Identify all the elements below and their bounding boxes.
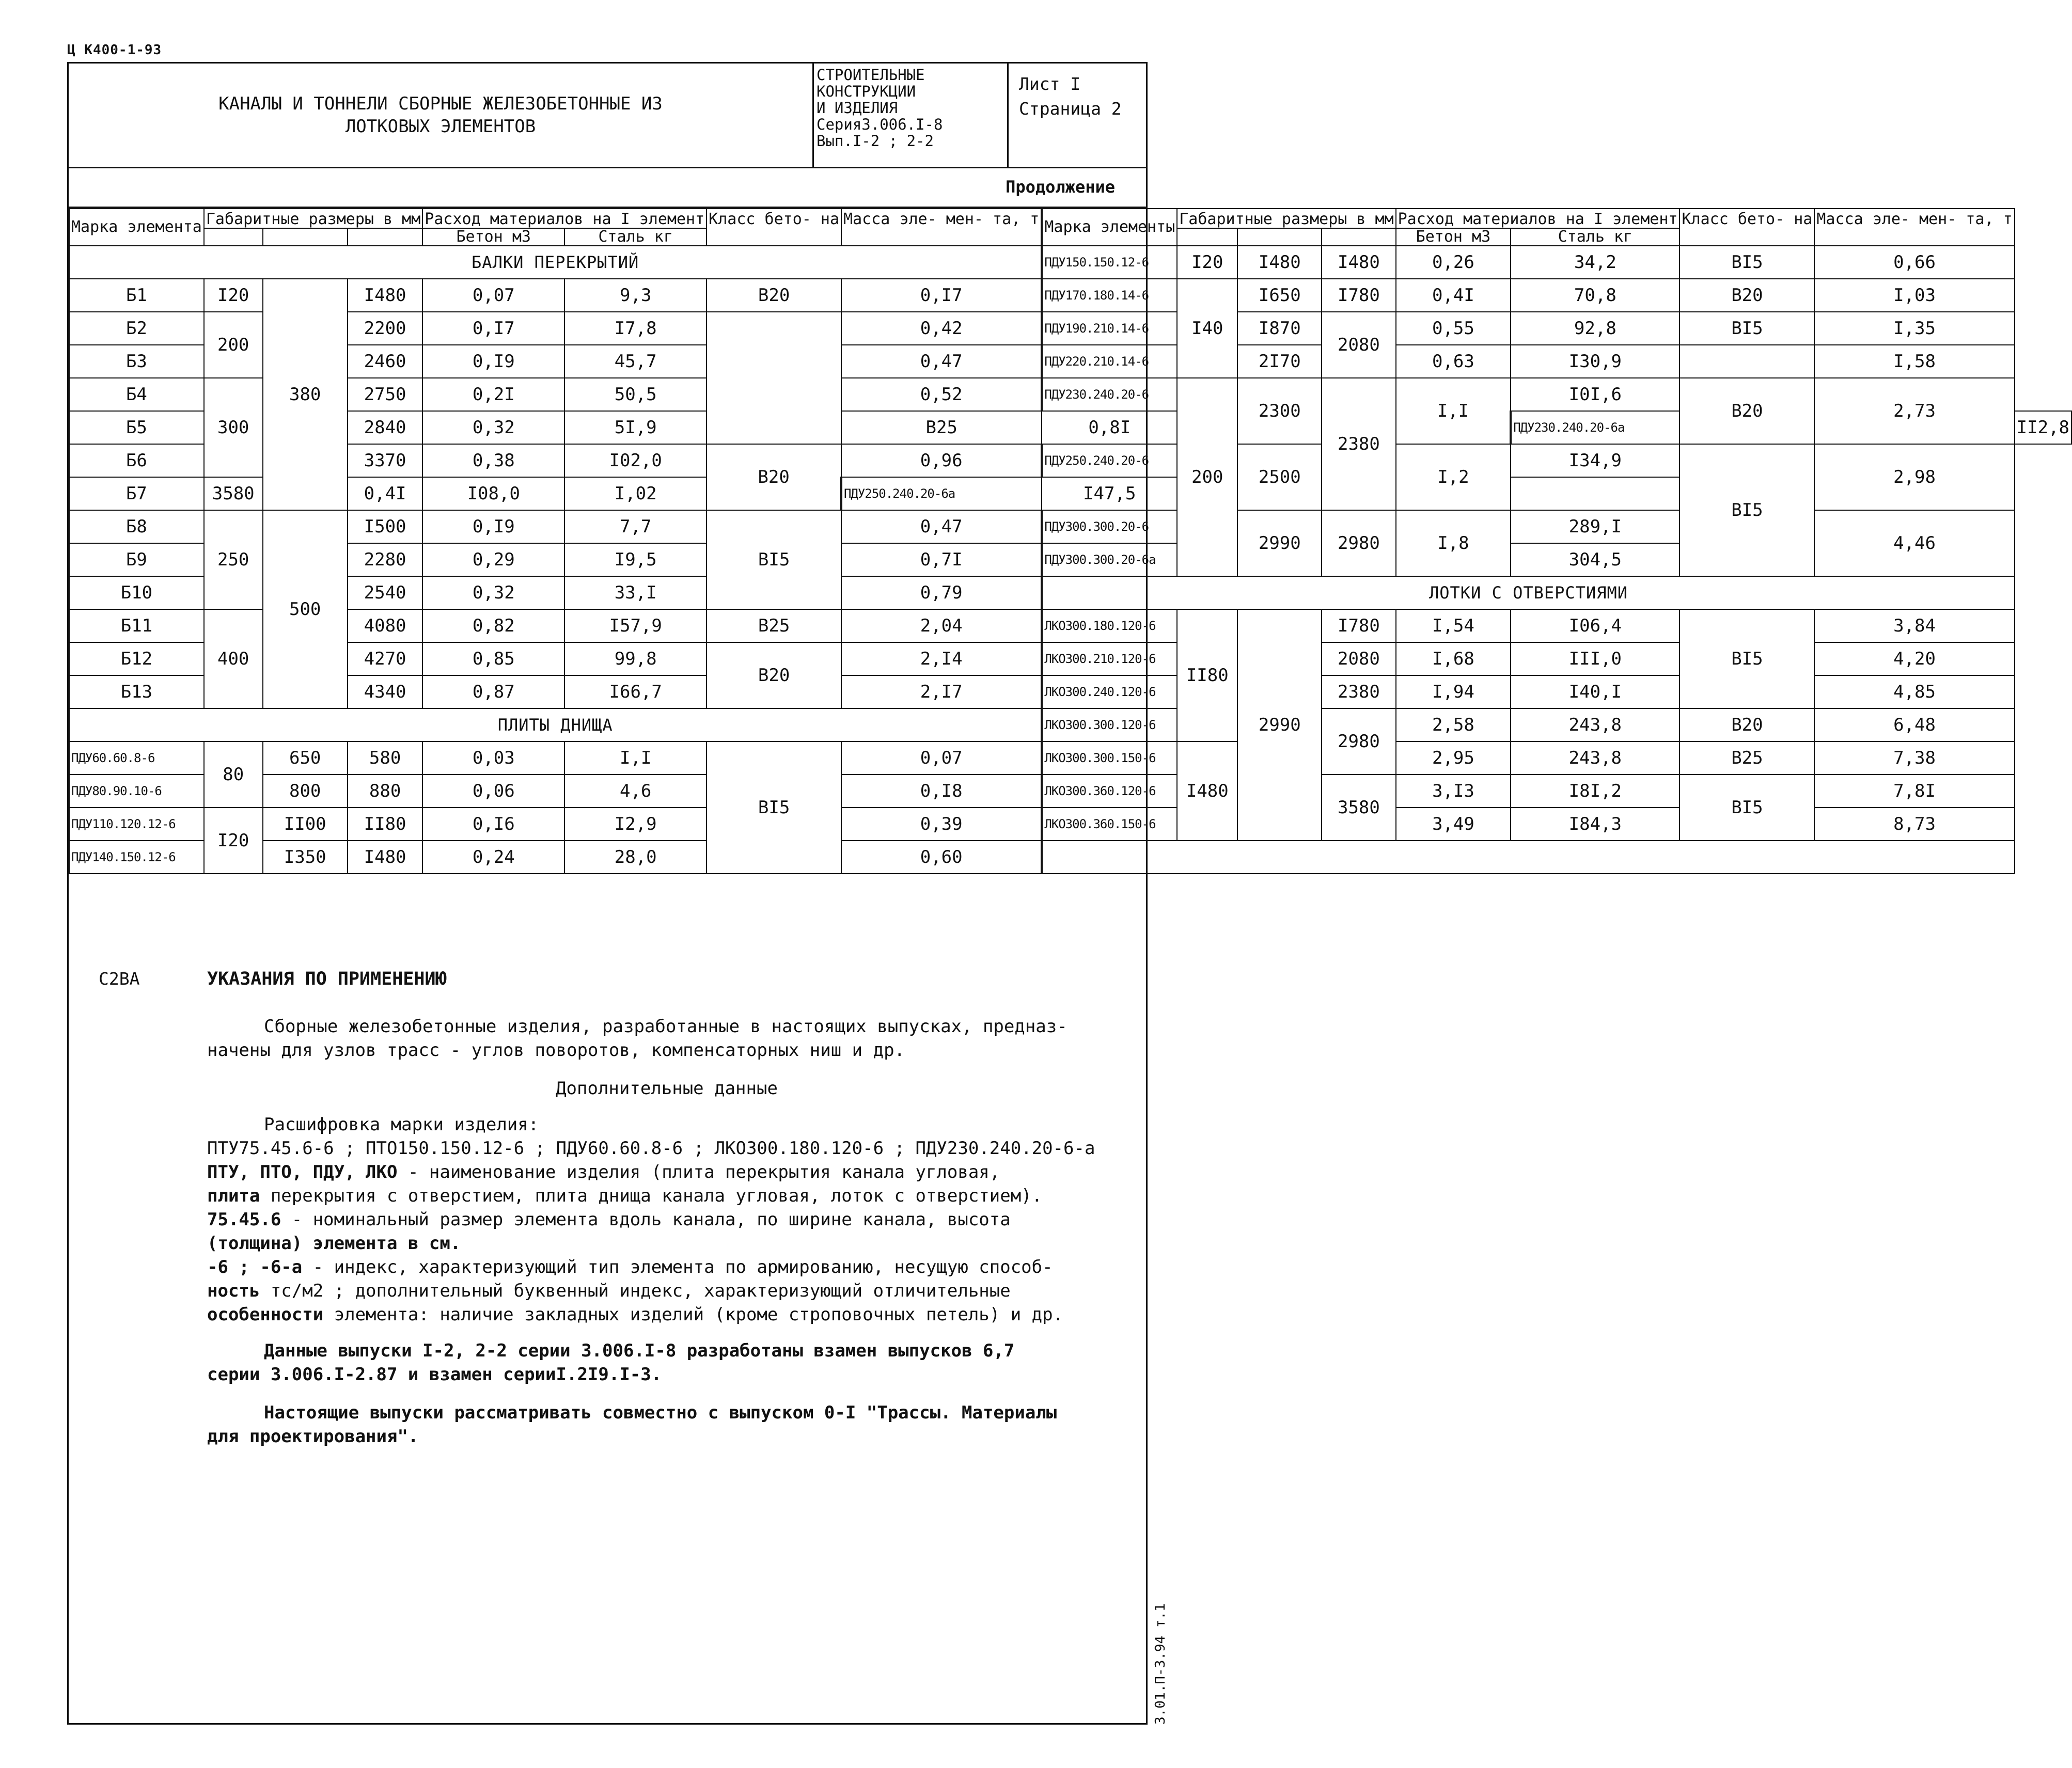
table-cell: 2990 [1237, 510, 1322, 576]
table-cell: 2380 [1322, 378, 1395, 510]
table-cell: 2080 [1322, 642, 1395, 675]
table-cell: В25 [1679, 741, 1814, 775]
issue-number: Вып.I-2 ; 2-2 [817, 132, 934, 150]
table-cell: 0,4I [348, 477, 422, 510]
table-cell: ПДУ230.240.20-6 [1042, 378, 1177, 411]
table-cell: 4,85 [1814, 675, 2014, 708]
table-cell: I780 [1322, 609, 1395, 642]
table-cell: 0,4I [1396, 279, 1511, 312]
table-cell: I9,5 [564, 543, 707, 576]
table-cell: I66,7 [564, 675, 707, 708]
joint-use-note [207, 1401, 1126, 1448]
column-header: Габаритные размеры в мм [204, 209, 422, 228]
table-cell: Б1 [69, 279, 204, 312]
table-cell: ВI5 [1679, 444, 1814, 576]
text-line: (толщина) элемента в см. [207, 1233, 461, 1254]
table-cell [707, 312, 841, 444]
table-cell: Б4 [69, 378, 204, 411]
column-header: Расход материалов на I элемент [422, 209, 707, 228]
table-cell: I,I [1396, 378, 1511, 444]
table-cell: В20 [707, 444, 841, 510]
table-row [69, 246, 2071, 279]
table-cell: 4080 [348, 609, 422, 642]
table-cell: 2,I7 [841, 675, 1042, 708]
table-cell: 650 [263, 741, 348, 775]
table-cell: 0,79 [841, 576, 1042, 609]
table-row [69, 841, 2071, 874]
table-cell: 2460 [348, 345, 422, 378]
table-cell: 7,38 [1814, 741, 2014, 775]
bold-term: ПТУ, ПТО, ПДУ, ЛКО [207, 1162, 398, 1182]
table-cell: II80 [1177, 609, 1237, 741]
table-cell: I480 [348, 841, 422, 874]
table-cell: 2980 [1322, 510, 1395, 576]
table-cell: 0,32 [422, 576, 564, 609]
table-cell: 2280 [348, 543, 422, 576]
table-row [69, 378, 2071, 411]
term-description: тс/м2 ; дополнительный буквенный индекс, характеризующий отличительные [260, 1281, 1011, 1301]
table-cell: 2,95 [1396, 741, 1511, 775]
table-cell: 28,0 [564, 841, 707, 874]
table-cell: 7,7 [564, 510, 707, 543]
table-cell: I,8 [1396, 510, 1511, 576]
text-line: начены для узлов трасс - углов поворотов, компенсаторных ниш и др. [207, 1040, 905, 1061]
table-cell: 80 [204, 741, 263, 808]
table-cell: 0,66 [1814, 246, 2014, 279]
table-cell: 0,39 [841, 808, 1042, 841]
term-description: - номинальный размер элемента вдоль канала, по ширине канала, высота [281, 1209, 1011, 1230]
text-line [207, 1160, 1126, 1184]
table-cell: 2I70 [1237, 345, 1322, 378]
table-cell: ЛКО300.300.150-6 [1042, 741, 1177, 775]
table-cell: 5I,9 [564, 411, 707, 444]
table-cell: 0,I8 [841, 775, 1042, 808]
column-header: Класс бето- на [1679, 209, 1814, 246]
section-title: ЛОТКИ С ОТВЕРСТИЯМИ [1042, 576, 2014, 609]
text-line [207, 1184, 1126, 1208]
term-description: перекрытия с отверстием, плита днища канала угловая, лоток с отверстием). [260, 1186, 1043, 1206]
table-cell: ПДУ220.210.14-6 [1042, 345, 1177, 378]
table-row [69, 609, 2071, 642]
section-code: С2ВА [99, 969, 140, 989]
table-cell: 0,42 [841, 312, 1042, 345]
table-cell: 2,73 [1814, 378, 2014, 444]
section-title: БАЛКИ ПЕРЕКРЫТИЙ [69, 246, 1042, 279]
table-cell: I7,8 [564, 312, 707, 345]
table-cell: I,2 [1396, 444, 1511, 510]
table-cell: 250 [204, 510, 263, 609]
table-cell: 289,I [1511, 510, 1679, 543]
table-cell: 33,I [564, 576, 707, 609]
table-cell: II80 [348, 808, 422, 841]
text-line [207, 1208, 1126, 1232]
table-cell: I06,4 [1511, 609, 1679, 642]
column-header: Бетон м3 [422, 228, 564, 246]
series-number: Серия3.006.I-8 [817, 116, 943, 133]
table-cell: 500 [263, 510, 348, 708]
table-cell: 0,7I [841, 543, 1042, 576]
sheet-info [1009, 64, 1146, 167]
table-cell [1679, 345, 1814, 378]
table-cell: I08,0 [422, 477, 564, 510]
table-cell: 2990 [1237, 609, 1322, 841]
column-header [348, 228, 422, 246]
text-line [207, 1255, 1126, 1279]
archive-stamp: 3.01.П-3.94 т.1 [1153, 1603, 1168, 1725]
table-cell: 2,I4 [841, 642, 1042, 675]
table-cell: 3,I3 [1396, 775, 1511, 808]
document-title [69, 64, 814, 167]
bold-term: 75.45.6 [207, 1209, 281, 1230]
table-cell: 0,55 [1396, 312, 1511, 345]
text-line [207, 1303, 1126, 1327]
column-header [263, 228, 348, 246]
table-cell: 2300 [1237, 378, 1322, 444]
table-cell: ЛКО300.300.120-6 [1042, 708, 1177, 741]
table-cell: I870 [1237, 312, 1322, 345]
table-cell: 0,32 [422, 411, 564, 444]
text-line: Данные выпуски I-2, 2-2 серии 3.006.I-8 разработаны взамен выпусков 6,7 [264, 1340, 1015, 1361]
series-line: КОНСТРУКЦИИ [817, 83, 916, 100]
table-cell: 8,73 [1814, 808, 2014, 841]
replacement-note [207, 1339, 1126, 1386]
table-cell: Б10 [69, 576, 204, 609]
column-header: Класс бето- на [707, 209, 841, 246]
term-description: - наименование изделия (плита перекрытия канала угловая, [397, 1162, 1000, 1182]
table-cell: 0,07 [841, 741, 1042, 775]
column-header: Сталь кг [564, 228, 707, 246]
table-cell: ПДУ300.300.20-6а [1042, 543, 1177, 576]
table-cell: 0,87 [422, 675, 564, 708]
table-cell: 0,47 [841, 345, 1042, 378]
table-cell: 0,29 [422, 543, 564, 576]
table-cell: В25 [707, 609, 841, 642]
table-row [69, 312, 2071, 345]
table-cell: 3,49 [1396, 808, 1511, 841]
table-cell: I650 [1237, 279, 1322, 312]
additional-data-heading: Дополнительные данные [556, 1078, 778, 1099]
table-cell: II00 [263, 808, 348, 841]
title-block [69, 64, 1146, 168]
table-cell: 580 [348, 741, 422, 775]
table-cell: 0,I7 [422, 312, 564, 345]
table-cell: Б3 [69, 345, 204, 378]
table-cell: III,0 [1511, 642, 1679, 675]
table-cell: 2500 [1237, 444, 1322, 510]
table-cell: 2,04 [841, 609, 1042, 642]
table-cell: ЛКО300.360.150-6 [1042, 808, 1177, 841]
notes-heading: УКАЗАНИЯ ПО ПРИМЕНЕНИЮ [207, 969, 447, 989]
table-cell: 4,20 [1814, 642, 2014, 675]
table-cell: 70,8 [1511, 279, 1679, 312]
table-cell: 2840 [348, 411, 422, 444]
page-number: Страница 2 [1019, 99, 1122, 119]
table-cell: I480 [348, 279, 422, 312]
table-cell: Б2 [69, 312, 204, 345]
table-cell: ПДУ190.210.14-6 [1042, 312, 1177, 345]
table-cell: В20 [707, 279, 841, 312]
table-cell: Б12 [69, 642, 204, 675]
table-cell: 2080 [1322, 312, 1395, 378]
table-cell: 3580 [1322, 775, 1395, 841]
table-cell: ВI5 [707, 510, 841, 609]
table-cell: ВI5 [1679, 775, 1814, 841]
table-cell: I40 [1177, 279, 1237, 378]
table-header-row [69, 209, 2071, 228]
table-cell: Б6 [69, 444, 204, 477]
table-cell: I34,9 [1511, 444, 1679, 477]
table-cell: 243,8 [1511, 741, 1679, 775]
table-cell: I0I,6 [1511, 378, 1679, 411]
table-cell: 0,03 [422, 741, 564, 775]
series-block [812, 64, 1009, 167]
table-cell: I84,3 [1511, 808, 1679, 841]
column-header: Бетон м3 [1396, 228, 1511, 246]
table-cell: 34,2 [1511, 246, 1679, 279]
series-line: И ИЗДЕЛИЯ [817, 99, 898, 117]
table-row [69, 708, 2071, 741]
purpose-paragraph [207, 1015, 1126, 1062]
table-cell: 4270 [348, 642, 422, 675]
table-cell: 0,96 [841, 444, 1042, 477]
text-line: Настоящие выпуски рассматривать совместно с выпуском 0-I "Трассы. Материалы [264, 1402, 1057, 1423]
table-cell: ЛКО300.180.120-6 [1042, 609, 1177, 642]
term-description: элемента: наличие закладных изделий (кроме строповочных петель) и др. [323, 1304, 1064, 1325]
table-row [69, 444, 2071, 477]
table-cell: ПДУ60.60.8-6 [69, 741, 204, 775]
table-row [69, 279, 2071, 312]
table-cell: 3580 [204, 477, 263, 510]
table-cell: 304,5 [1511, 543, 1679, 576]
title-line-1: КАНАЛЫ И ТОННЕЛИ СБОРНЫЕ ЖЕЛЕЗОБЕТОННЫЕ ИЗ [218, 93, 663, 114]
table-cell: I,I [564, 741, 707, 775]
table-cell: 200 [204, 312, 263, 378]
table-row [69, 576, 2071, 609]
table-cell: 3,84 [1814, 609, 2014, 642]
column-header [1322, 228, 1395, 246]
table-cell: 0,26 [1396, 246, 1511, 279]
elements-table [69, 208, 2072, 874]
table-cell: 92,8 [1511, 312, 1679, 345]
mark-decoding [207, 1113, 1126, 1327]
table-cell: ПДУ250.240.20-6а [841, 477, 1042, 510]
table-cell: 4,6 [564, 775, 707, 808]
table-cell: Б13 [69, 675, 204, 708]
table-cell: ВI5 [707, 741, 841, 874]
column-header [1177, 228, 1237, 246]
table-cell: ПДУ230.240.20-6а [1511, 411, 1679, 444]
sheet-number: Лист I [1019, 74, 1081, 94]
table-cell: 380 [263, 279, 348, 510]
term-description: - индекс, характеризующий тип элемента по армированию, несущую способ- [302, 1257, 1053, 1277]
table-cell: ПДУ170.180.14-6 [1042, 279, 1177, 312]
table-cell: ПДУ140.150.12-6 [69, 841, 204, 874]
table-cell: ЛКО300.360.120-6 [1042, 775, 1177, 808]
table-cell: ВI5 [1679, 609, 1814, 708]
table-cell: I780 [1322, 279, 1395, 312]
table-cell: В20 [1679, 378, 1814, 444]
table-cell: 9,3 [564, 279, 707, 312]
table-cell: 200 [1177, 378, 1237, 576]
bold-term: особенности [207, 1304, 324, 1325]
table-cell: I,58 [1814, 345, 2014, 378]
table-row [69, 741, 2071, 775]
table-cell: 300 [204, 378, 263, 477]
table-cell: 243,8 [1511, 708, 1679, 741]
table-cell: 7,8I [1814, 775, 2014, 808]
table-cell: 45,7 [564, 345, 707, 378]
table-cell: I8I,2 [1511, 775, 1679, 808]
table-cell: ПДУ250.240.20-6 [1042, 444, 1177, 477]
bold-term: плита [207, 1186, 260, 1206]
table-cell: Б11 [69, 609, 204, 642]
table-cell: 0,I9 [422, 510, 564, 543]
table-cell: ПДУ300.300.20-6 [1042, 510, 1177, 543]
table-cell: I500 [348, 510, 422, 543]
table-cell: 2200 [348, 312, 422, 345]
column-header [1237, 228, 1322, 246]
table-cell: ВI5 [1679, 312, 1814, 345]
table-cell: ЛКО300.240.120-6 [1042, 675, 1177, 708]
column-header: Масса эле- мен- та, т [1814, 209, 2014, 246]
title-line-2: ЛОТКОВЫХ ЭЛЕМЕНТОВ [345, 116, 536, 137]
table-cell: 2380 [1322, 675, 1395, 708]
table-cell: 0,07 [422, 279, 564, 312]
table-cell: 880 [348, 775, 422, 808]
column-header: Масса эле- мен- та, т [841, 209, 1042, 246]
column-header: Габаритные размеры в мм [1177, 209, 1395, 228]
table-cell: I,35 [1814, 312, 2014, 345]
table-cell: 0,82 [422, 609, 564, 642]
table-cell: 0,24 [422, 841, 564, 874]
table-cell: Б7 [69, 477, 204, 510]
table-cell: 50,5 [564, 378, 707, 411]
section-title: ПЛИТЫ ДНИЩА [69, 708, 1042, 741]
table-cell: I57,9 [564, 609, 707, 642]
table-cell: I,94 [1396, 675, 1511, 708]
table-cell: 2540 [348, 576, 422, 609]
table-cell: I,54 [1396, 609, 1511, 642]
text-line: для проектирования". [207, 1426, 419, 1447]
table-cell: 0,52 [841, 378, 1042, 411]
table-cell: В25 [841, 411, 1042, 444]
table-cell: 6,48 [1814, 708, 2014, 741]
table-cell: ПДУ150.150.12-6 [1042, 246, 1177, 279]
table-cell [1042, 841, 2014, 874]
series-line: СТРОИТЕЛЬНЫЕ [817, 66, 925, 84]
text-line: Сборные железобетонные изделия, разработанные в настоящих выпусках, предназ- [264, 1016, 1068, 1037]
text-line: ПТУ75.45.6-6 ; ПТО150.150.12-6 ; ПДУ60.60.8-6 ; ЛКО300.180.120-6 ; ПДУ230.240.20-6-а [207, 1138, 1095, 1159]
text-line: Расшифровка марки изделия: [264, 1114, 539, 1135]
table-cell: 0,63 [1396, 345, 1511, 378]
table-cell: I30,9 [1511, 345, 1679, 378]
table-cell: ВI5 [1679, 246, 1814, 279]
table-cell: II2,8 [2015, 411, 2071, 444]
table-cell: I480 [1237, 246, 1322, 279]
table-cell: ПДУ80.90.10-6 [69, 775, 204, 808]
table-cell: В20 [1679, 708, 1814, 741]
table-cell: 0,85 [422, 642, 564, 675]
table-cell: 2,98 [1814, 444, 2014, 510]
table-cell: I20 [204, 279, 263, 312]
table-cell: 0,38 [422, 444, 564, 477]
column-header: Марка элемента [69, 209, 204, 246]
table-cell: 2,58 [1396, 708, 1511, 741]
column-header [204, 228, 263, 246]
table-cell: I20 [204, 808, 263, 874]
table-row [69, 345, 2071, 378]
table-cell: I47,5 [1042, 477, 1177, 510]
table-cell: I,02 [564, 477, 707, 510]
table-cell: 4340 [348, 675, 422, 708]
column-header: Марка элементы [1042, 209, 1177, 246]
table-cell: 400 [204, 609, 263, 708]
table-cell: 0,I7 [841, 279, 1042, 312]
column-header: Расход материалов на I элемент [1396, 209, 1680, 228]
table-cell: 0,60 [841, 841, 1042, 874]
continuation-label: Продолжение [69, 167, 1146, 208]
text-line: серии 3.006.I-2.87 и взамен серииI.2I9.I-3. [207, 1364, 662, 1385]
table-cell: 0,2I [422, 378, 564, 411]
table-cell: В20 [707, 642, 841, 708]
table-cell: I40,I [1511, 675, 1679, 708]
table-cell: В20 [1679, 279, 1814, 312]
table-cell: I480 [1322, 246, 1395, 279]
table-cell: 4,46 [1814, 510, 2014, 576]
table-cell: 0,I9 [422, 345, 564, 378]
table-cell: I350 [263, 841, 348, 874]
table-cell: I02,0 [564, 444, 707, 477]
bold-term: -6 ; -6-а [207, 1257, 303, 1277]
table-cell: Б5 [69, 411, 204, 444]
table-cell: ПДУ110.120.12-6 [69, 808, 204, 841]
table-cell: 99,8 [564, 642, 707, 675]
table-cell: Б8 [69, 510, 204, 543]
table-cell: 0,47 [841, 510, 1042, 543]
document-code: Ц К400-1-93 [67, 42, 162, 58]
table-cell: 2750 [348, 378, 422, 411]
table-cell: I20 [1177, 246, 1237, 279]
table-cell: ЛКО300.210.120-6 [1042, 642, 1177, 675]
table-cell: 3370 [348, 444, 422, 477]
table-cell: I480 [1177, 741, 1237, 841]
table-cell: Б9 [69, 543, 204, 576]
table-cell: I2,9 [564, 808, 707, 841]
table-cell: 800 [263, 775, 348, 808]
table-cell: 0,8I [1042, 411, 1177, 444]
table-cell: I,68 [1396, 642, 1511, 675]
text-line [207, 1279, 1126, 1303]
table-cell: 0,I6 [422, 808, 564, 841]
table-row [69, 775, 2071, 808]
table-cell: I,03 [1814, 279, 2014, 312]
table-cell: 2980 [1322, 708, 1395, 775]
table-cell: 0,06 [422, 775, 564, 808]
bold-term: ность [207, 1281, 260, 1301]
column-header: Сталь кг [1511, 228, 1679, 246]
